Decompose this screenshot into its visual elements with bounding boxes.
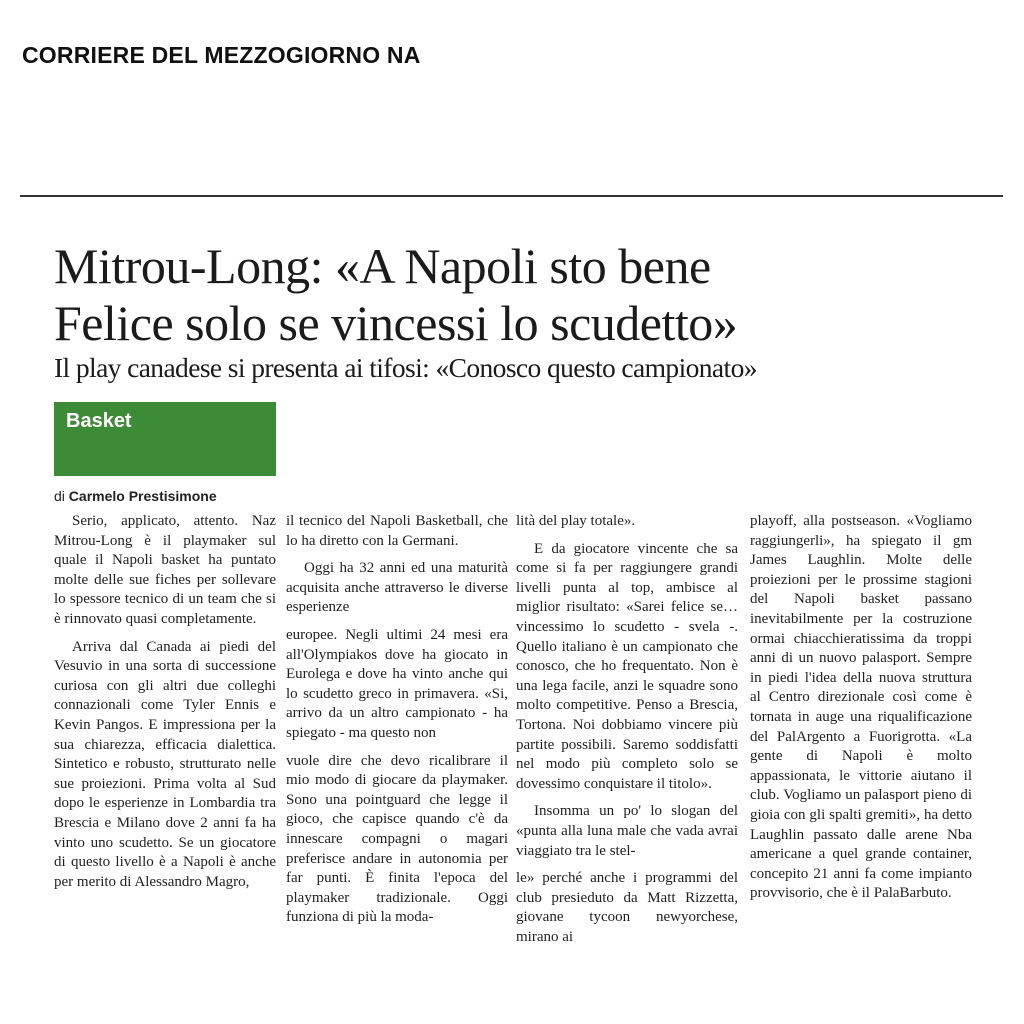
- paragraph: il tecnico del Napoli Basketball, che lo ha diretto con la Germani.: [286, 513, 508, 549]
- header-divider: [20, 195, 1003, 197]
- paragraph: europee. Negli ultimi 24 mesi era all'Olympiakos dove ha giocato in Eurolega e dove ha vinto anche qui lo scudetto greco in primavera. «Si, arrivo da un altro campionato - ha spiegato - ma questo non: [286, 626, 508, 741]
- section-label: Basket: [66, 410, 132, 432]
- paragraph: lità del play totale».: [516, 513, 636, 529]
- paragraph: le» perché anche i programmi del club presieduto da Matt Rizzetta, giovane tycoon newyorchese, mirano ai: [516, 870, 738, 945]
- headline-line-1: Mitrou-Long: «A Napoli sto bene: [54, 238, 711, 294]
- paragraph: vuole dire che devo ricalibrare il mio modo di giocare da playmaker. Sono una pointguard che legge il gioco, che capisce quando c'è da innescare compagni o magari preferisce andare in autonomia per far punti. È finita l'epoca del playmaker tradizionale. Oggi funziona di più la moda-: [286, 752, 508, 926]
- article-column-3: [516, 512, 738, 947]
- newspaper-source: CORRIERE DEL MEZZOGIORNO NA: [22, 42, 421, 68]
- paragraph: Arriva dal Canada ai piedi del Vesuvio in una sorta di successione curiosa con gli altri due colleghi connazionali come Tyler Ennis e Kevin Pangos. E impressiona per la sua chiarezza, efficacia dialettica. Sintetico e robusto, strutturato nelle sue proiezioni. Prima volta al Sud dopo le esperienze in Lombardia tra Brescia e Milano dove 2 anni fa ha vinto uno scudetto. Se un giocatore di questo livello è a Napoli è anche per merito di Alessandro Magro,: [54, 638, 276, 890]
- subheadline: Il play canadese si presenta ai tifosi: «Conosco questo campionato»: [54, 352, 757, 383]
- headline: [54, 238, 994, 352]
- paragraph: playoff, alla postseason. «Vogliamo raggiungerli», ha spiegato il gm James Laughlin. Molte delle proiezioni per le prossime stagioni del Napoli basket passano inevitabilmente per la costruzione ormai chiacchieratissima da troppi anni di un nuovo palasport. Sempre in piedi l'idea della nuova struttura al Centro direzionale così come è tornata in auge una riqualificazione del PalArgento a Fuorigrotta. «La gente di Napoli è molto appassionata, le vittorie aiutano il club. Vogliamo un palasport pieno di gioia con gli spalti gremiti», ha detto Laughlin passato dalle arene Nba americane a quel grande container, concepito 21 anni fa come impianto provvisorio, che è il PalaBarbuto.: [750, 513, 972, 902]
- article-column-2: [286, 512, 508, 928]
- paragraph: Oggi ha 32 anni ed una maturità acquisita anche attraverso le diverse esperienze: [286, 560, 508, 616]
- byline-author: Carmelo Prestisimone: [68, 488, 217, 504]
- headline-line-2: Felice solo se vincessi lo scudetto»: [54, 295, 738, 351]
- paragraph: Insomma un po' lo slogan del «punta alla luna male che vada avrai viaggiato tra le stel-: [516, 803, 738, 859]
- article-column-4: [750, 512, 972, 904]
- paragraph: Serio, applicato, attento. Naz Mitrou-Long è il playmaker sul quale il Napoli basket ha puntato molte delle sue fiches per sollevare lo spessore tecnico di un team che si è rinnovato quasi completamente.: [54, 513, 276, 627]
- section-tag: [54, 402, 276, 476]
- byline-prefix: di: [54, 488, 65, 504]
- article-column-1: [54, 512, 276, 892]
- byline: [54, 488, 217, 504]
- paragraph: E da giocatore vincente che sa come si fa per raggiungere grandi livelli punta al top, ambisce al miglior risultato: «Sarei felice se…vincessimo lo scudetto - svela -. Quello italiano è un campionato che conosco, che ho frequentato. Non è una lega facile, anzi le squadre sono molto competitive. Penso a Brescia, Tortona. Noi dobbiamo vincere più partite possibili. Saremo soddisfatti nel modo più completo solo se dovessimo conquistare il titolo».: [516, 540, 738, 792]
